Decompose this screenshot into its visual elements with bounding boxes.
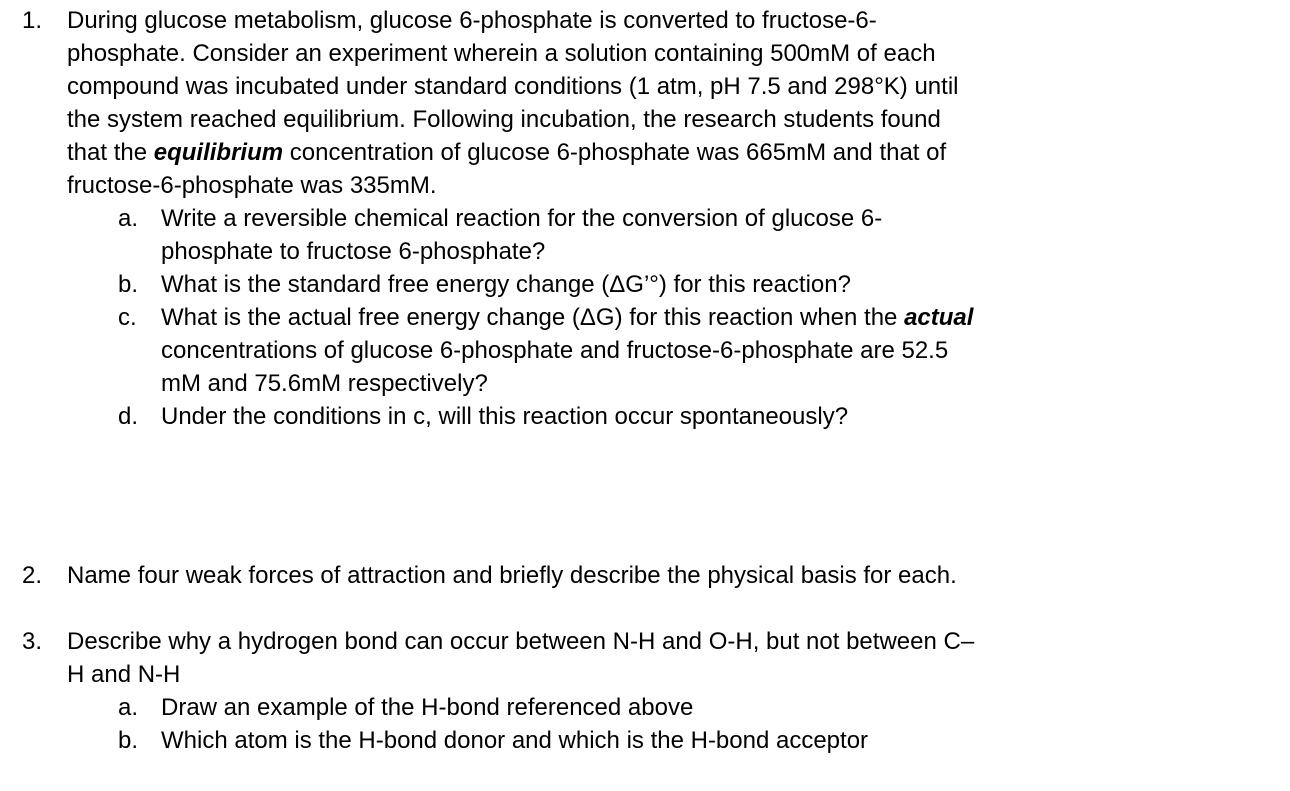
part-letter: b. [118, 727, 139, 754]
question-text-line: phosphate. Consider an experiment wherein a solution containing 500mM of each [67, 40, 936, 67]
text-run: that the [67, 139, 154, 166]
question-text-line [67, 138, 946, 167]
part-text-line: phosphate to fructose 6-phosphate? [161, 238, 546, 265]
part-text-line: Draw an example of the H-bond referenced above [161, 694, 694, 721]
part-text-line: concentrations of glucose 6-phosphate and fructose-6-phosphate are 52.5 [161, 337, 949, 364]
text-run: What is the actual free energy change (ΔG) for this reaction when the [161, 304, 905, 331]
question-number: 3. [22, 628, 43, 655]
emphasis-text: actual [904, 304, 974, 331]
part-text-line: What is the standard free energy change (ΔG’°) for this reaction? [161, 271, 851, 298]
part-letter: b. [118, 271, 139, 298]
question-text-line: compound was incubated under standard conditions (1 atm, pH 7.5 and 298°K) until [67, 73, 959, 100]
part-letter: c. [118, 304, 137, 331]
question-text-line: H and N-H [67, 661, 181, 688]
question-text-line: fructose-6-phosphate was 335mM. [67, 172, 437, 199]
text-run: concentration of glucose 6-phosphate was 665mM and that of [283, 139, 947, 166]
question-number: 1. [22, 7, 43, 34]
part-text-line: mM and 75.6mM respectively? [161, 370, 488, 397]
question-text-line: the system reached equilibrium. Following incubation, the research students found [67, 106, 941, 133]
question-text-line: Describe why a hydrogen bond can occur between N-H and O-H, but not between C– [67, 628, 975, 655]
part-letter: a. [118, 205, 139, 232]
part-text-line [161, 303, 973, 332]
question-number: 2. [22, 562, 43, 589]
emphasis-text: equilibrium [153, 139, 284, 166]
question-text-line: During glucose metabolism, glucose 6-phosphate is converted to fructose-6- [67, 7, 877, 34]
part-letter: d. [118, 403, 139, 430]
part-text-line: Under the conditions in c, will this reaction occur spontaneously? [161, 403, 849, 430]
part-text-line: Write a reversible chemical reaction for the conversion of glucose 6- [161, 205, 883, 232]
part-text-line: Which atom is the H-bond donor and which is the H-bond acceptor [161, 727, 869, 754]
part-letter: a. [118, 694, 139, 721]
question-text-line: Name four weak forces of attraction and briefly describe the physical basis for each. [67, 562, 957, 589]
